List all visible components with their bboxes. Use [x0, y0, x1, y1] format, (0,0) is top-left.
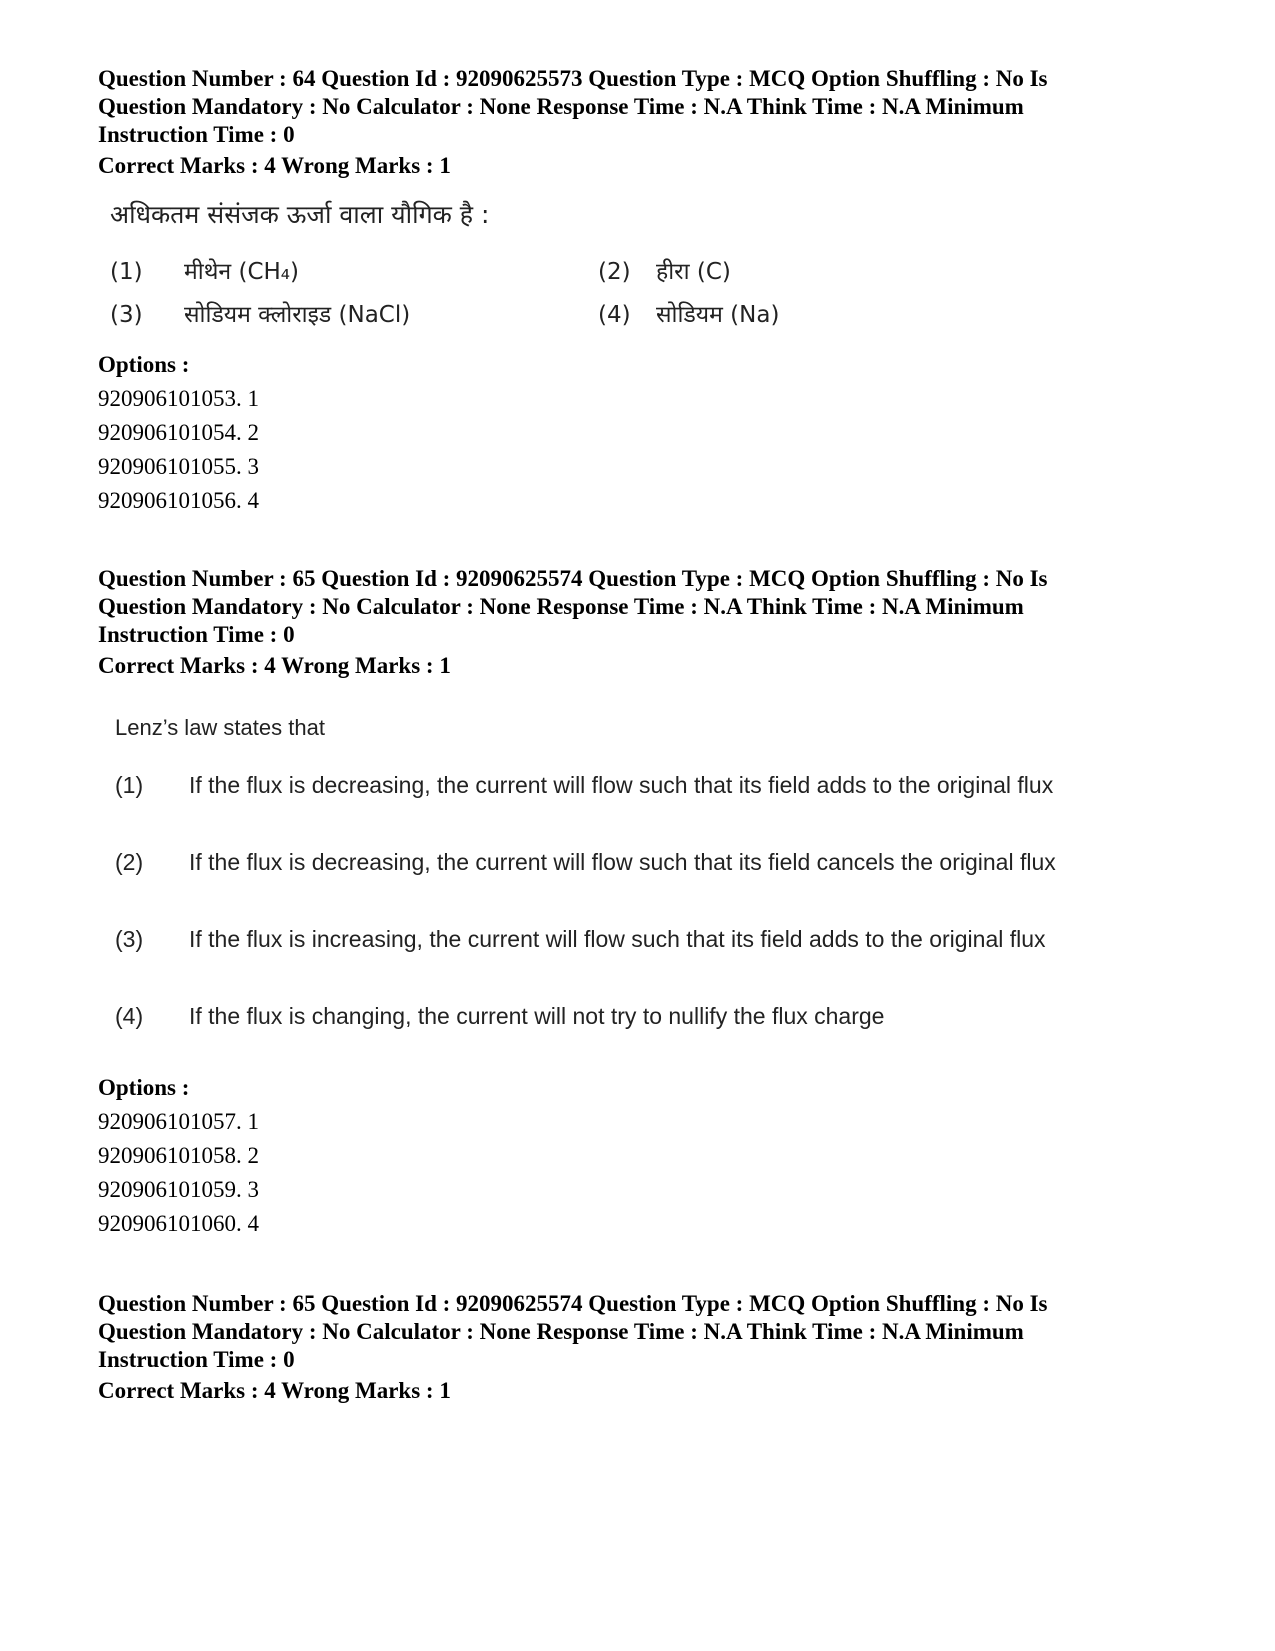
question-65b-marks: Correct Marks : 4 Wrong Marks : 1 — [98, 1378, 451, 1403]
question-65-choice-4 — [115, 1000, 1095, 1033]
question-65-options-list — [98, 1105, 259, 1241]
question-65-stem: Lenz’s law states that — [115, 715, 325, 740]
option-item: 920906101053. 1 — [98, 386, 259, 411]
question-65-choice-1 — [115, 769, 1095, 802]
choice-text: If the flux is changing, the current will not try to nullify the flux charge — [189, 1003, 885, 1029]
choice-text: हीरा (C) — [656, 259, 731, 285]
choice-text: मीथेन (CH₄) — [184, 259, 300, 285]
question-64-choice-4 — [598, 297, 779, 329]
choice-text: If the flux is decreasing, the current will flow such that its field adds to the original flux — [189, 772, 1054, 798]
question-64-choice-3 — [110, 297, 410, 329]
choice-number: (2) — [598, 259, 631, 285]
option-item: 920906101057. 1 — [98, 1109, 259, 1134]
question-65-options-heading: Options : — [98, 1075, 190, 1100]
question-65-choice-2 — [115, 846, 1095, 879]
choice-number: (4) — [598, 302, 631, 328]
question-65-marks: Correct Marks : 4 Wrong Marks : 1 — [98, 653, 451, 678]
question-65-header: Question Number : 65 Question Id : 92090625574 Question Type : MCQ Option Shuffling : No Is Question Mandatory : No Calculator : None Response Time : N.A Think Time : N.A Minimum Instruction Time : 0 — [98, 566, 1048, 647]
question-64-stem: अधिकतम संसंजक ऊर्जा वाला यौगिक है : — [110, 200, 490, 229]
option-item: 920906101055. 3 — [98, 454, 259, 479]
choice-number: (1) — [110, 259, 143, 285]
choice-text: If the flux is increasing, the current will flow such that its field adds to the original flux — [189, 926, 1046, 952]
question-64-options-list — [98, 382, 259, 518]
choice-number: (1) — [115, 772, 144, 798]
option-item: 920906101060. 4 — [98, 1211, 259, 1236]
option-item: 920906101058. 2 — [98, 1143, 259, 1168]
option-item: 920906101054. 2 — [98, 420, 259, 445]
choice-text: If the flux is decreasing, the current will flow such that its field cancels the original flux — [189, 849, 1056, 875]
option-item: 920906101059. 3 — [98, 1177, 259, 1202]
question-64-choice-1 — [110, 254, 299, 286]
question-64-marks: Correct Marks : 4 Wrong Marks : 1 — [98, 153, 451, 178]
option-item: 920906101056. 4 — [98, 488, 259, 513]
choice-number: (4) — [115, 1003, 144, 1029]
question-65-choice-3 — [115, 923, 1095, 956]
choice-number: (3) — [110, 302, 143, 328]
choice-number: (3) — [115, 926, 144, 952]
choice-number: (2) — [115, 849, 144, 875]
choice-text: सोडियम क्लोराइड (NaCl) — [184, 302, 411, 328]
question-64-header: Question Number : 64 Question Id : 92090625573 Question Type : MCQ Option Shuffling : No Is Question Mandatory : No Calculator : None Response Time : N.A Think Time : N.A Minimum Instruction Time : 0 — [98, 66, 1048, 147]
question-65b-header: Question Number : 65 Question Id : 92090625574 Question Type : MCQ Option Shuffling : No Is Question Mandatory : No Calculator : None Response Time : N.A Think Time : N.A Minimum Instruction Time : 0 — [98, 1291, 1048, 1372]
question-64-choice-2 — [598, 254, 731, 286]
question-64-options-heading: Options : — [98, 352, 190, 377]
choice-text: सोडियम (Na) — [656, 302, 780, 328]
